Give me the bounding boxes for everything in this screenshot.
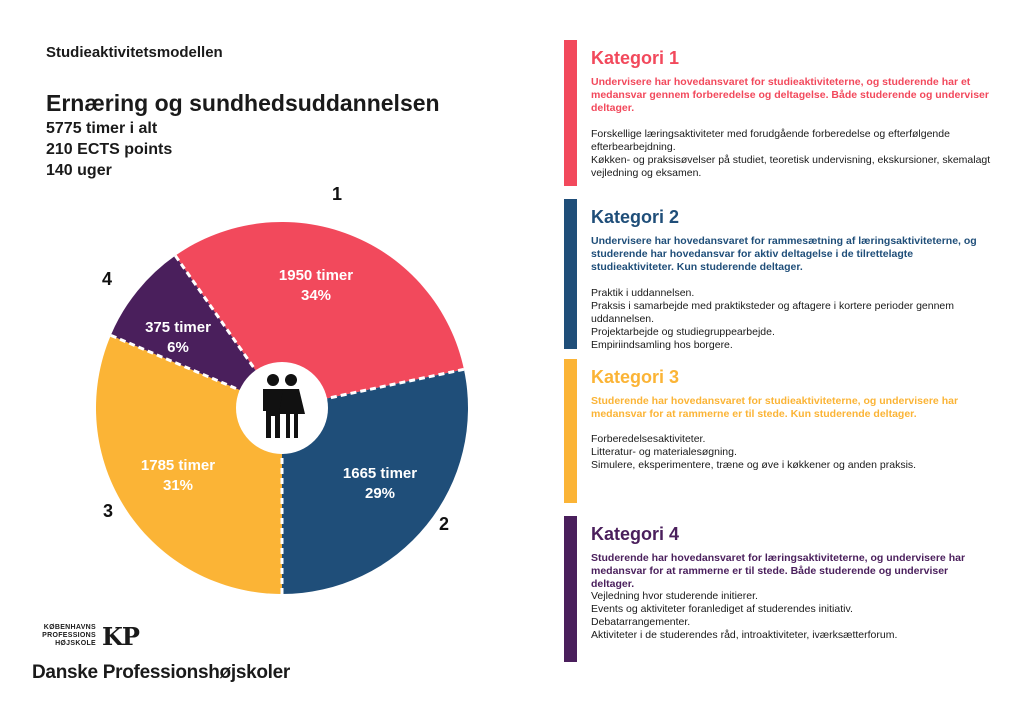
stat-weeks: 140 uger	[46, 162, 112, 179]
category-3-items	[591, 433, 991, 472]
slice-2-hours-label: 1665 timer	[342, 465, 418, 482]
category-2-items	[591, 287, 991, 352]
category-3-item: Forberedelsesaktiviteter.	[591, 433, 706, 445]
category-1-color-bar	[564, 40, 577, 186]
category-4-item: Events og aktiviteter foranlediget af studerendes initiativ.	[591, 603, 853, 615]
category-4-item: Aktiviteter i de studerendes råd, introaktiviteter, iværksætterforum.	[591, 629, 898, 641]
category-1-block	[564, 40, 1004, 186]
category-2-item: Praktik i uddannelsen.	[591, 287, 695, 299]
category-4-title: Kategori 4	[591, 524, 680, 544]
category-4-color-bar	[564, 516, 577, 662]
category-1-lead: Undervisere har hovedansvaret for studieaktiviteterne, og studerende har et medansvar gennem forberedelse og deltagelse. Både studerende og underviser deltager.	[591, 76, 989, 114]
slice-1-percent-label: 34%	[300, 287, 332, 304]
category-4-lead: Studerende har hovedansvaret for læringsaktiviteterne, og undervisere har medansvar for at rammerne er til stede. Både studerende og underviser deltager.	[591, 552, 966, 590]
category-1-title: Kategori 1	[591, 48, 680, 68]
category-1-item: Køkken- og praksisøvelser på studiet, teoretisk undervisning, ekskursioner, skemalagt vejledning og eksamen.	[591, 154, 991, 179]
category-2-item: Projektarbejde og studiegruppearbejde.	[591, 326, 775, 338]
slice-4-percent-label: 6%	[167, 339, 189, 356]
category-2-item: Empiriindsamling hos borgere.	[591, 339, 733, 351]
category-4-item: Debatarrangementer.	[591, 616, 691, 628]
page-title: Ernæring og sundhedsuddannelsen	[46, 90, 440, 116]
category-3-block	[564, 359, 1004, 503]
logo-line: KØBENHAVNS	[43, 624, 96, 631]
category-2-lead: Undervisere har hovedansvaret for rammesætning af læringsaktiviteterne, og studerende har hovedansvar for aktiv deltagelse i de tilrettelagte studieaktiviteter. Kun studerende deltager.	[591, 235, 977, 273]
slice-4-number: 4	[101, 269, 113, 289]
category-1-item: Forskellige læringsaktiviteter med forudgående forberedelse og efterfølgende efterbearbejdning.	[591, 128, 950, 153]
slice-3-number: 3	[102, 501, 114, 521]
category-2-title: Kategori 2	[591, 207, 680, 227]
category-2-item: Praksis i samarbejde med praktiksteder og aftagere i kortere perioder gennem uddannelsen.	[591, 300, 955, 325]
slice-4-hours-label: 375 timer	[145, 319, 211, 336]
category-3-item: Litteratur- og materialesøgning.	[591, 446, 737, 458]
category-1-items	[591, 128, 991, 180]
slice-3-hours-label: 1785 timer	[140, 457, 216, 474]
category-2-color-bar	[564, 199, 577, 349]
category-3-color-bar	[564, 359, 577, 503]
category-4-items	[591, 590, 991, 642]
category-3-lead: Studerende har hovedansvaret for studieaktiviteterne, og undervisere har medansvar for at rammerne er til stede. Kun studerende deltager.	[591, 395, 959, 420]
slice-1-number: 1	[331, 184, 343, 204]
kp-logo-mark: KP	[102, 622, 139, 651]
stat-total-hours: 5775 timer i alt	[46, 120, 158, 137]
category-4-item: Vejledning hvor studerende initierer.	[591, 590, 758, 602]
category-2-block	[564, 199, 1004, 349]
category-3-item: Simulere, eksperimentere, træne og øve i køkkener og anden praksis.	[591, 459, 917, 471]
stat-ects: 210 ECTS points	[46, 141, 173, 158]
logo-line: PROFESSIONS	[42, 632, 96, 639]
slice-2-number: 2	[438, 514, 450, 534]
category-3-title: Kategori 3	[591, 367, 680, 387]
organization-name: Danske Professionshøjskoler	[32, 662, 291, 683]
slice-1-hours-label: 1950 timer	[278, 267, 354, 284]
supertitle: Studieaktivitetsmodellen	[46, 44, 223, 61]
category-4-block	[564, 516, 1004, 662]
slice-2-percent-label: 29%	[364, 485, 396, 502]
logo-line: HØJSKOLE	[55, 640, 96, 647]
slice-3-percent-label: 31%	[162, 477, 194, 494]
